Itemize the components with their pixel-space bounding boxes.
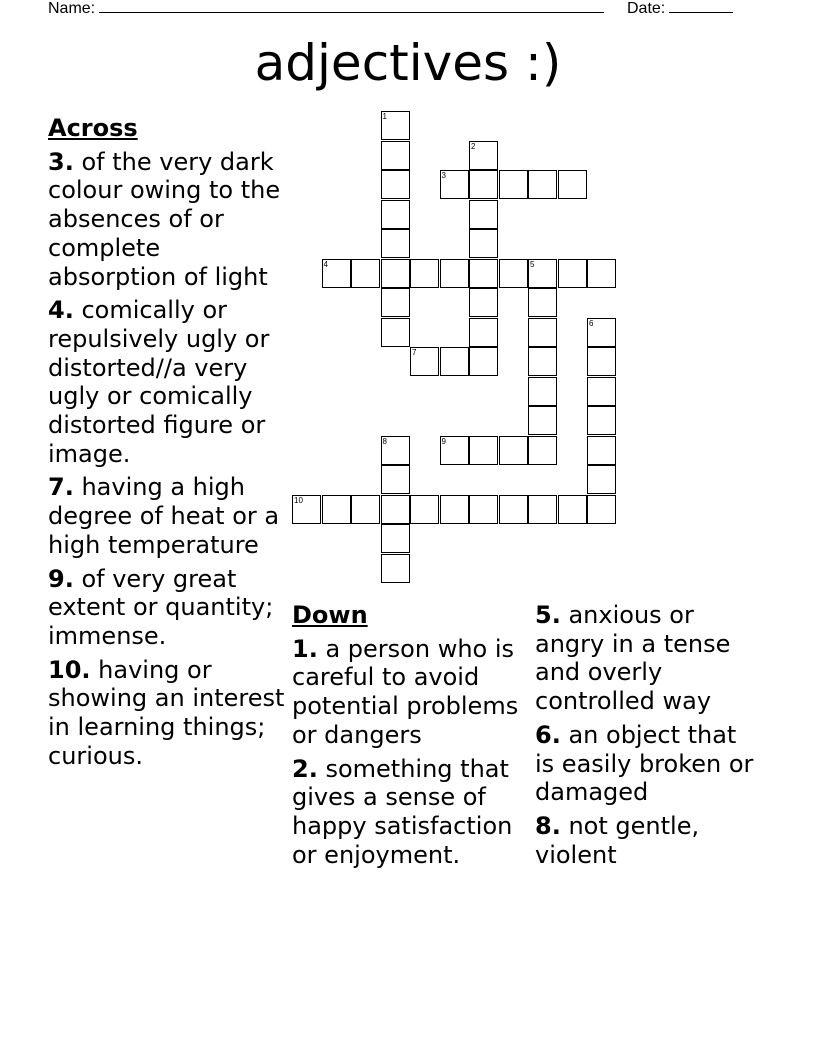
cell-number: 3	[441, 171, 446, 180]
grid-cell[interactable]	[381, 524, 410, 553]
clue-number: 4.	[48, 296, 74, 325]
grid-cell[interactable]	[469, 347, 498, 376]
date-field[interactable]	[627, 0, 733, 19]
grid-cell[interactable]	[381, 259, 410, 288]
cell-number: 6	[589, 318, 594, 328]
cell-number: 7	[412, 348, 417, 357]
grid-cell[interactable]	[381, 170, 410, 199]
grid-cell[interactable]	[381, 111, 410, 140]
grid-cell[interactable]	[587, 436, 616, 465]
cell-number: 10	[294, 495, 303, 505]
grid-cell[interactable]	[381, 229, 410, 258]
grid-cell[interactable]	[469, 318, 498, 347]
clue-down-6	[535, 721, 755, 807]
clue-text: of the very dark colour owing to the absences of or complete absorption of light	[48, 147, 281, 291]
grid-cell[interactable]	[440, 170, 469, 199]
clue-text: having or showing an interest in learning things; curious.	[48, 655, 285, 770]
grid-cell[interactable]	[528, 406, 557, 435]
grid-cell[interactable]	[322, 259, 351, 288]
grid-cell[interactable]	[587, 259, 616, 288]
grid-cell[interactable]	[351, 259, 380, 288]
grid-cell[interactable]	[440, 495, 469, 524]
across-clues	[48, 114, 288, 775]
grid-cell[interactable]	[440, 259, 469, 288]
grid-cell[interactable]	[528, 170, 557, 199]
grid-cell[interactable]	[381, 465, 410, 494]
clue-text: not gentle, violent	[535, 811, 700, 869]
across-heading: Across	[48, 114, 138, 142]
grid-cell[interactable]	[381, 318, 410, 347]
clue-across-3	[48, 148, 288, 292]
grid-cell[interactable]	[381, 288, 410, 317]
grid-cell[interactable]	[410, 347, 439, 376]
grid-cell[interactable]	[469, 495, 498, 524]
grid-cell[interactable]	[381, 141, 410, 170]
grid-cell[interactable]	[528, 347, 557, 376]
grid-cell[interactable]	[381, 495, 410, 524]
grid-cell[interactable]	[381, 200, 410, 229]
grid-cell[interactable]	[469, 229, 498, 258]
grid-cell[interactable]	[469, 200, 498, 229]
down-clues-continued	[535, 601, 755, 874]
clue-text: comically or repulsively ugly or distorted//a very ugly or comically distorted figure or image.	[48, 296, 270, 468]
clue-down-8	[535, 812, 755, 869]
grid-cell[interactable]	[440, 347, 469, 376]
grid-cell[interactable]	[410, 495, 439, 524]
grid-cell[interactable]	[381, 554, 410, 583]
clue-text: a person who is careful to avoid potential problems or dangers	[292, 634, 519, 749]
clue-number: 1.	[292, 634, 318, 663]
grid-cell[interactable]	[528, 318, 557, 347]
clue-number: 8.	[535, 811, 561, 840]
cell-number: 5	[530, 259, 535, 269]
clue-number: 7.	[48, 473, 74, 502]
date-blank[interactable]	[669, 0, 733, 13]
grid-cell[interactable]	[499, 259, 528, 288]
cell-number: 4	[323, 259, 328, 269]
grid-cell[interactable]	[587, 377, 616, 406]
grid-cell[interactable]	[558, 259, 587, 288]
clue-text: anxious or angry in a tense and overly controlled way	[535, 601, 731, 716]
cell-number: 1	[382, 112, 387, 121]
grid-cell[interactable]	[558, 495, 587, 524]
clue-across-9	[48, 565, 288, 651]
clue-down-5	[535, 601, 755, 716]
grid-cell[interactable]	[587, 318, 616, 347]
name-label: Name:	[48, 0, 96, 17]
grid-cell[interactable]	[469, 436, 498, 465]
clue-text: of very great extent or quantity; immense.	[48, 564, 274, 650]
grid-cell[interactable]	[528, 377, 557, 406]
grid-cell[interactable]	[528, 436, 557, 465]
cell-number: 8	[382, 436, 387, 446]
page-title: adjectives :)	[254, 34, 562, 92]
cell-number: 9	[441, 436, 446, 446]
grid-cell[interactable]	[499, 170, 528, 199]
grid-cell[interactable]	[440, 436, 469, 465]
cell-number: 2	[471, 141, 476, 151]
clue-number: 9.	[48, 564, 74, 593]
clue-number: 10.	[48, 655, 91, 684]
clue-text: an object that is easily broken or damaged	[535, 720, 754, 807]
clue-text: something that gives a sense of happy satisfaction or enjoyment.	[292, 754, 513, 869]
clue-across-7	[48, 473, 288, 559]
name-blank[interactable]	[99, 0, 604, 13]
grid-cell[interactable]	[528, 495, 557, 524]
clue-number: 2.	[292, 754, 318, 783]
grid-cell[interactable]	[469, 259, 498, 288]
grid-cell[interactable]	[351, 495, 380, 524]
grid-cell[interactable]	[469, 288, 498, 317]
clue-across-4	[48, 296, 288, 468]
date-label: Date:	[627, 0, 666, 17]
name-field[interactable]	[48, 0, 604, 19]
grid-cell[interactable]	[587, 406, 616, 435]
grid-cell[interactable]	[558, 170, 587, 199]
grid-cell[interactable]	[499, 436, 528, 465]
down-heading: Down	[292, 601, 368, 629]
grid-cell[interactable]	[528, 259, 557, 288]
clue-number: 5.	[535, 601, 561, 629]
grid-cell[interactable]	[587, 495, 616, 524]
grid-cell[interactable]	[322, 495, 351, 524]
grid-cell[interactable]	[469, 141, 498, 170]
down-clues	[292, 601, 532, 874]
clue-number: 6.	[535, 720, 561, 749]
clue-down-1	[292, 635, 532, 750]
clue-text: having a high degree of heat or a high temperature	[48, 473, 280, 559]
grid-cell[interactable]	[410, 259, 439, 288]
clue-down-2	[292, 755, 532, 870]
clue-number: 3.	[48, 147, 74, 176]
grid-cell[interactable]	[469, 170, 498, 199]
clue-across-10	[48, 656, 288, 771]
grid-cell[interactable]	[292, 495, 321, 524]
grid-cell[interactable]	[499, 495, 528, 524]
grid-cell[interactable]	[587, 465, 616, 494]
grid-cell[interactable]	[381, 436, 410, 465]
grid-cell[interactable]	[528, 288, 557, 317]
grid-cell[interactable]	[587, 347, 616, 376]
